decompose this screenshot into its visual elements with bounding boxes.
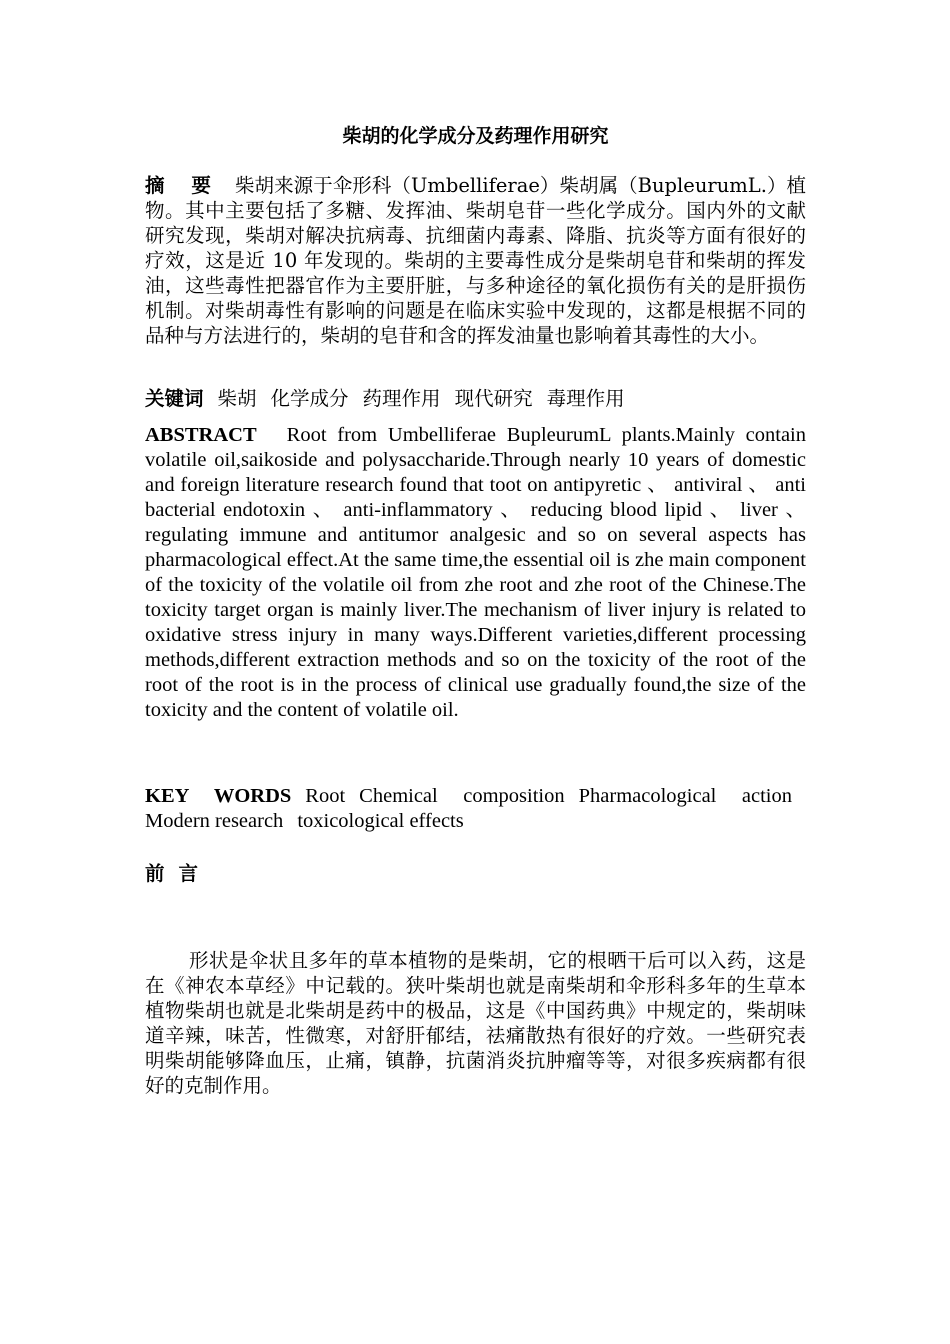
keyword-cn-item: 化学成分 bbox=[270, 387, 349, 410]
abstract-en bbox=[145, 423, 806, 723]
abstract-en-label: ABSTRACT bbox=[145, 424, 257, 446]
preface-heading: 前言 bbox=[145, 862, 213, 885]
keyword-en-item: toxicological effects bbox=[297, 810, 464, 832]
keyword-en-item: Root bbox=[305, 785, 346, 807]
abstract-cn bbox=[145, 173, 806, 348]
keyword-cn-item: 现代研究 bbox=[454, 387, 533, 410]
keyword-en-item: Modern research bbox=[145, 810, 284, 832]
keywords-en bbox=[145, 784, 806, 834]
keyword-cn-item: 药理作用 bbox=[362, 387, 441, 410]
abstract-cn-label: 摘 要 bbox=[145, 174, 221, 197]
keyword-cn-item: 毒理作用 bbox=[546, 387, 625, 410]
abstract-cn-text: 柴胡来源于伞形科（Umbelliferae）柴胡属（BupleurumL.）植物。其中主要包括了多糖、发挥油、柴胡皂苷一些化学成分。国内外的文献研究发现，柴胡对解决抗病毒、抗细菌内毒素、降脂、抗炎等方面有很好的疗效，这是近 10 年发现的。柴胡的主要毒性成分是柴胡皂苷和柴胡的挥发油，这些毒性把器官作为主要肝脏，与多种途径的氧化损伤有关的是肝损伤机制。对柴胡毒性有影响的问题是在临床实验中发现的，这都是根据不同的品种与方法进行的，柴胡的皂苷和含的挥发油量也影响着其毒性的大小。 bbox=[145, 174, 806, 347]
keywords-en-label: KEY WORDS bbox=[145, 785, 292, 807]
keywords-cn bbox=[145, 386, 806, 411]
keywords-cn-label: 关键词 bbox=[145, 387, 204, 410]
keyword-en-item: Pharmacological action bbox=[578, 785, 793, 807]
abstract-en-text: Root from Umbelliferae BupleurumL plants.Mainly contain volatile oil,saikoside and polysaccharide.Through nearly 10 years of domestic and foreign literature research found that toot on antipyretic 、 antiviral 、 anti bacterial endotoxin 、 anti-inflammatory 、 reducing blood lipid 、 liver 、 regulating immune and antitumor analgesic and so on several aspects has pharmacological effect.At the same time,the essential oil is zhe main component of the toxicity of the volatile oil from zhe root and zhe root of the Chinese.The toxicity target organ is mainly liver.The mechanism of liver injury is related to oxidative stress injury in many ways.Different varieties,different processing methods,different extraction methods and so on the toxicity of the root of the root of the root is in the process of clinical use gradually found,the size of the toxicity and the content of volatile oil. bbox=[145, 424, 806, 721]
keyword-cn-item: 柴胡 bbox=[217, 387, 257, 410]
document-title: 柴胡的化学成分及药理作用研究 bbox=[342, 125, 609, 147]
preface-body: 形状是伞状且多年的草本植物的是柴胡，它的根晒干后可以入药，这是在《神农本草经》中记载的。狭叶柴胡也就是南柴胡和伞形科多年的生草本植物柴胡也就是北柴胡是药中的极品，这是《中国药典》中规定的，柴胡味道辛辣，味苦，性微寒，对舒肝郁结，祛痛散热有很好的疗效。一些研究表明柴胡能够降血压，止痛，镇静，抗菌消炎抗肿瘤等等，对很多疾病都有很好的克制作用。 bbox=[145, 949, 806, 1097]
keyword-en-item: Chemical composition bbox=[359, 785, 565, 807]
